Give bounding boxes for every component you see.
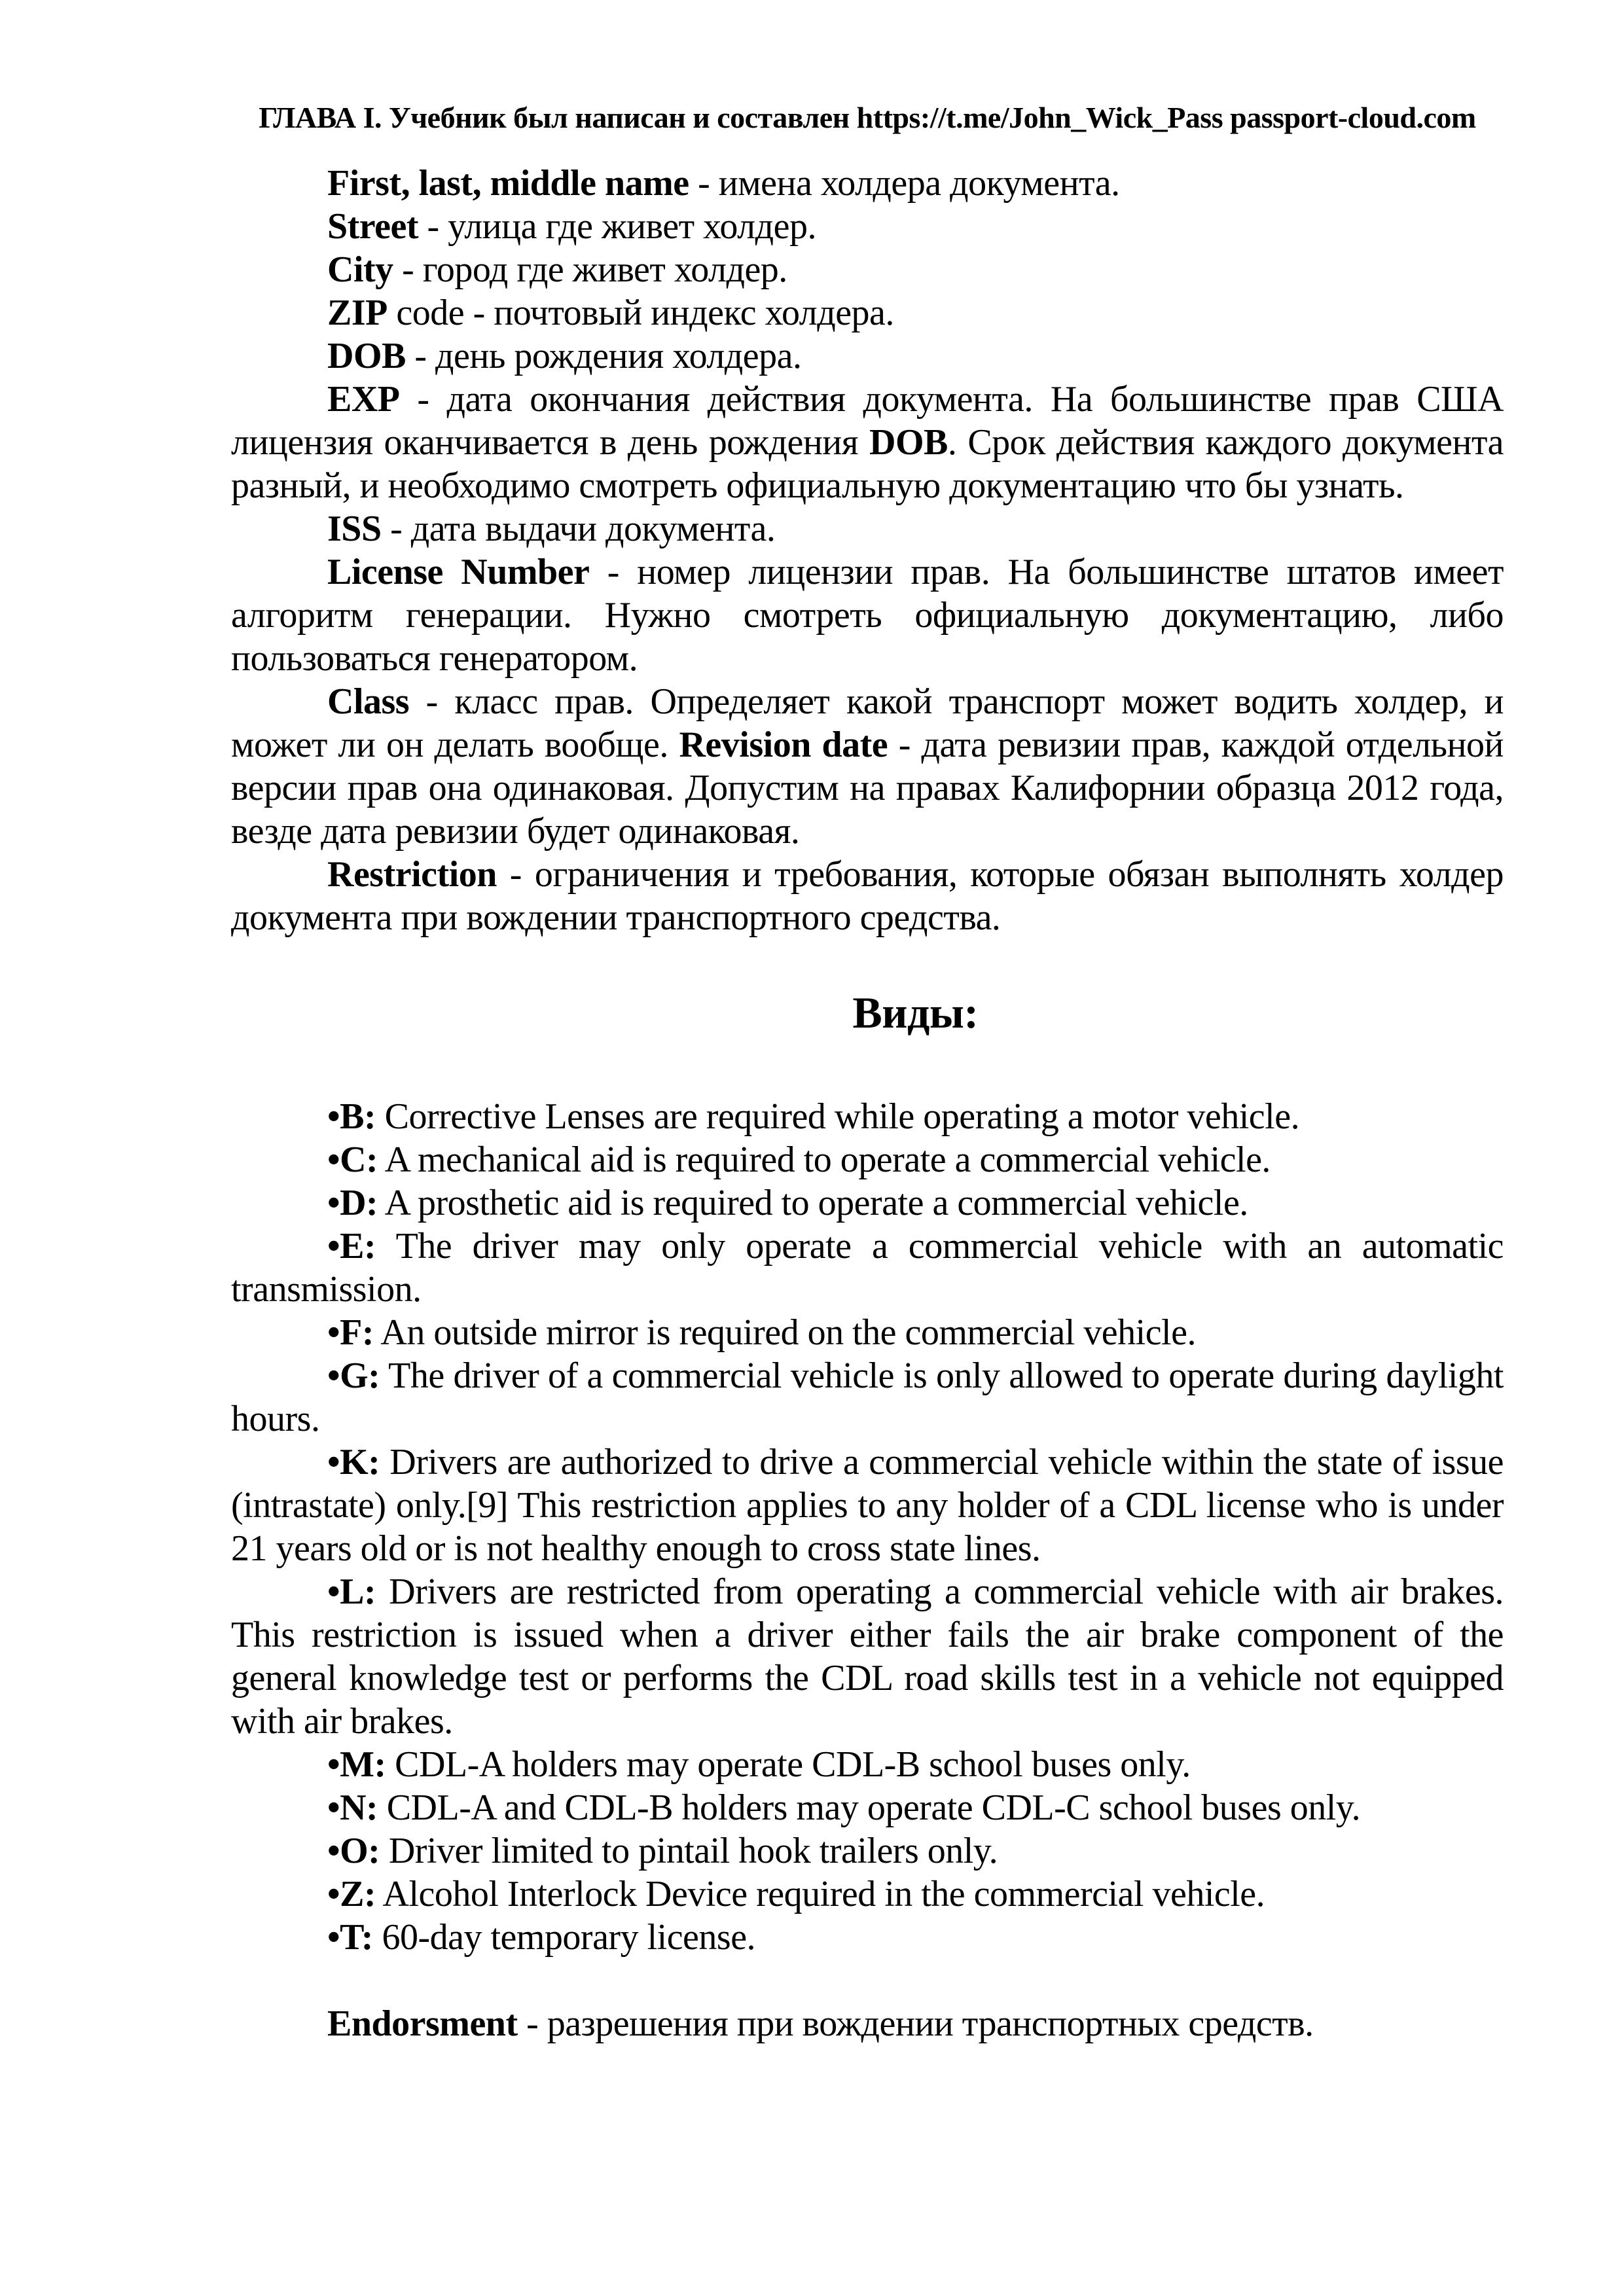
term-street <box>231 205 1504 248</box>
restriction-item-z <box>231 1873 1504 1916</box>
restriction-item-t <box>231 1916 1504 1959</box>
bold-text: Restriction <box>327 854 497 895</box>
bold-text: Endorsment <box>327 2003 518 2044</box>
bold-text: Class <box>327 681 410 722</box>
bold-text: •L: <box>327 1571 376 1612</box>
restriction-item-d <box>231 1181 1504 1225</box>
body-text: The driver of a commercial vehicle is only allowed to operate during daylight hours. <box>231 1355 1504 1439</box>
body-text: Drivers are restricted from operating a commercial vehicle with air brakes. This restriction is issued when a driver either fails the air brake component of the general knowledge test or performs the CDL road skills test in a vehicle not equipped with air brakes. <box>231 1571 1504 1742</box>
bold-text: •C: <box>327 1139 378 1180</box>
body-text: - разрешения при вождении транспортных средств. <box>517 2003 1314 2044</box>
body-text: - ограничения и требования, которые обязан выполнять холдер документа при вождении транспортного средства. <box>231 854 1504 938</box>
bold-text: •B: <box>327 1096 376 1137</box>
term-class-revision-date <box>231 680 1504 853</box>
bold-text: Виды: <box>852 988 979 1037</box>
chapter-header: ГЛАВА I. Учебник был написан и составлен https://t.me/John_Wick_Pass passport-cloud.com <box>259 101 1476 134</box>
body-text: - имена холдера документа. <box>689 163 1120 204</box>
term-exp <box>231 378 1504 507</box>
body-text: - дата выдачи документа. <box>381 509 776 549</box>
bold-text: First, last, middle name <box>327 163 689 204</box>
restriction-item-n <box>231 1786 1504 1829</box>
body-text: CDL-A and CDL-B holders may operate CDL-C school buses only. <box>378 1787 1361 1828</box>
body-text: A mechanical aid is required to operate a commercial vehicle. <box>378 1139 1271 1180</box>
restriction-item-m <box>231 1743 1504 1786</box>
body-text: . Срок действия каждого документа разный, и необходимо смотреть официальную документацию что бы узнать. <box>231 422 1504 506</box>
bold-text: DOB <box>327 336 406 376</box>
restriction-item-g <box>231 1354 1504 1441</box>
body-text: - номер лицензии прав. На большинстве штатов имеет алгоритм генерации. Нужно смотреть официальную документацию, либо пользоваться генератором. <box>231 552 1504 679</box>
bold-text: ZIP <box>327 293 388 333</box>
bold-text: •F: <box>327 1312 374 1353</box>
document-body <box>231 162 1504 2045</box>
body-text: Driver limited to pintail hook trailers only. <box>380 1831 998 1871</box>
body-text: Alcohol Interlock Device required in the commercial vehicle. <box>376 1874 1265 1914</box>
body-text: - город где живет холдер. <box>393 249 787 290</box>
body-text: - дата ревизии прав, каждой отдельной версии прав она одинаковая. Допустим на правах Калифорнии образца 2012 года, везде дата ревизии будет одинаковая. <box>231 725 1504 852</box>
section-heading-vidy <box>231 986 1504 1039</box>
restriction-item-e <box>231 1225 1504 1311</box>
term-iss <box>231 507 1504 550</box>
term-restriction <box>231 853 1504 939</box>
bold-text: License Number <box>327 552 590 592</box>
restriction-item-f <box>231 1311 1504 1354</box>
body-text: - день рождения холдера. <box>405 336 802 376</box>
bold-text: Revision date <box>679 725 888 765</box>
bold-text: •Z: <box>327 1874 376 1914</box>
bold-text: EXP <box>327 379 400 420</box>
body-text: - класс прав. Определяет какой транспорт может водить холдер, и может ли он делать вообще. <box>231 681 1504 765</box>
body-text: 60-day temporary license. <box>372 1917 756 1958</box>
bold-text: •D: <box>327 1183 378 1223</box>
restriction-item-k <box>231 1441 1504 1570</box>
bold-text: •G: <box>327 1355 380 1396</box>
term-dob <box>231 334 1504 378</box>
term-endorsment <box>231 2002 1504 2045</box>
body-text: An outside mirror is required on the commercial vehicle. <box>373 1312 1196 1353</box>
bold-text: •M: <box>327 1744 386 1785</box>
restriction-item-b <box>231 1095 1504 1138</box>
bold-text: •T: <box>327 1917 373 1958</box>
bold-text: City <box>327 249 393 290</box>
body-text: The driver may only operate a commercial vehicle with an automatic transmission. <box>231 1226 1504 1310</box>
body-text: Corrective Lenses are required while operating a motor vehicle. <box>376 1096 1300 1137</box>
body-text: CDL-A holders may operate CDL-B school buses only. <box>386 1744 1191 1785</box>
restriction-item-l <box>231 1570 1504 1743</box>
body-text: A prosthetic aid is required to operate a commercial vehicle. <box>378 1183 1248 1223</box>
bold-text: Street <box>327 206 418 247</box>
restriction-item-o <box>231 1829 1504 1873</box>
body-text: Drivers are authorized to drive a commercial vehicle within the state of issue (intrastate) only.[9] This restriction applies to any holder of a CDL license who is under 21 years old or is not healthy enough to cross state lines. <box>231 1442 1504 1569</box>
term-license-number <box>231 550 1504 680</box>
body-text: - улица где живет холдер. <box>418 206 816 247</box>
bold-text: DOB <box>869 422 948 463</box>
bold-text: •O: <box>327 1831 380 1871</box>
restriction-item-c <box>231 1138 1504 1181</box>
body-text: code - почтовый индекс холдера. <box>387 293 894 333</box>
bold-text: •K: <box>327 1442 380 1482</box>
bold-text: ISS <box>327 509 382 549</box>
term-zip-code <box>231 291 1504 334</box>
term-city <box>231 248 1504 291</box>
bold-text: •E: <box>327 1226 376 1266</box>
term-first-last-middle-name <box>231 162 1504 205</box>
bold-text: •N: <box>327 1787 378 1828</box>
body-text: - дата окончания действия документа. На большинстве прав США лицензия оканчивается в день рождения <box>231 379 1504 463</box>
